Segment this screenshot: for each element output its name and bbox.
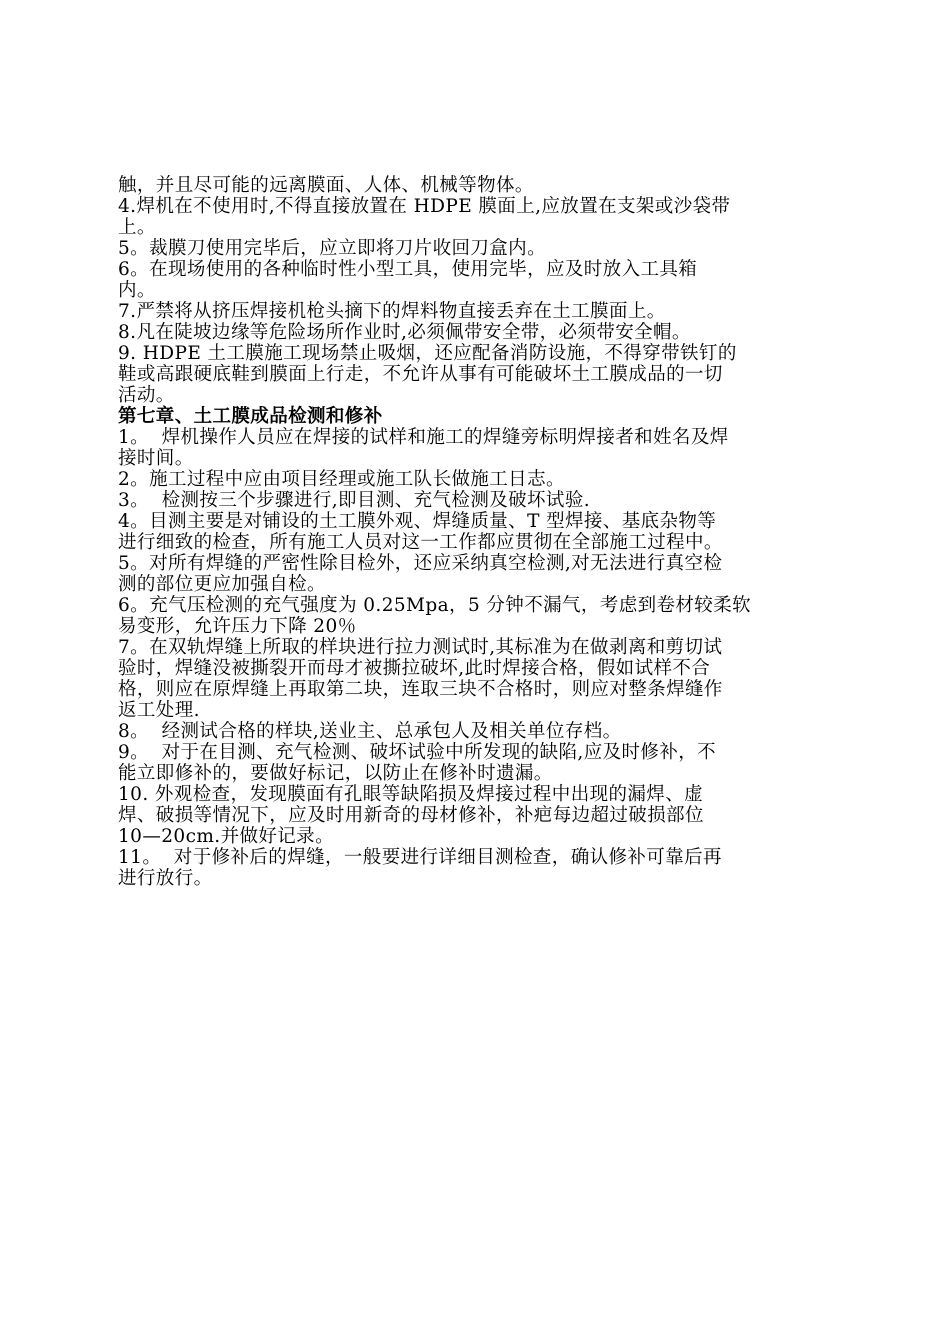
text-line: 活动。 [118, 385, 175, 406]
text-line: 6。在现场使用的各种临时性小型工具，使用完毕，应及时放入工具箱 [118, 259, 698, 280]
text-line: 进行放行。 [118, 868, 213, 889]
text-line: 焊、破损等情况下，应及时用新奇的母材修补，补疤每边超过破损部位 [118, 805, 704, 826]
text-line: 进行细致的检查，所有施工人员对这一工作都应贯彻在全部施工过程中。 [118, 532, 723, 553]
text-line: 10. 外观检查，发现膜面有孔眼等缺陷损及焊接过程中出现的漏焊、虚 [118, 784, 704, 805]
text-line: 9。 对于在目测、充气检测、破坏试验中所发现的缺陷,应及时修补，不 [118, 742, 717, 763]
text-line: 易变形，允许压力下降 20％ [118, 616, 357, 637]
text-line: 5。裁膜刀使用完毕后，应立即将刀片收回刀盒内。 [118, 238, 546, 259]
text-line: 验时，焊缝没被撕裂开而母才被撕拉破坏,此时焊接合格，假如试样不合 [118, 658, 711, 679]
text-line: 7。在双轨焊缝上所取的样块进行拉力测试时,其标准为在做剥离和剪切试 [118, 637, 723, 658]
text-line: 8。 经测试合格的样块,送业主、总承包人及相关单位存档。 [118, 721, 622, 742]
text-line: 测的部位更应加强自检。 [118, 574, 326, 595]
text-line: 内。 [118, 280, 156, 301]
text-line: 能立即修补的，要做好标记，以防止在修补时遗漏。 [118, 763, 553, 784]
text-line: 触，并且尽可能的远离膜面、人体、机械等物体。 [118, 175, 534, 196]
text-line: 格，则应在原焊缝上再取第二块，连取三块不合格时，则应对整条焊缝作 [118, 679, 723, 700]
text-line: 返工处理. [118, 700, 200, 721]
text-line: 7.严禁将从挤压焊接机枪头摘下的焊料物直接丢弃在土工膜面上。 [118, 301, 666, 322]
document-body [118, 175, 838, 889]
text-line: 11。 对于修补后的焊缝，一般要进行详细目测检查，确认修补可靠后再 [118, 847, 722, 868]
text-line: 4。目测主要是对铺设的土工膜外观、焊缝质量、T 型焊接、基底杂物等 [118, 511, 717, 532]
text-line: 上。 [118, 217, 156, 238]
text-line: 8.凡在陡坡边缘等危险场所作业时,必须佩带安全带，必须带安全帽。 [118, 322, 691, 343]
text-line: 4.焊机在不使用时,不得直接放置在 HDPE 膜面上,应放置在支架或沙袋带 [118, 196, 731, 217]
text-line: 2。施工过程中应由项目经理或施工队长做施工日志。 [118, 469, 565, 490]
text-line: 1。 焊机操作人员应在焊接的试样和施工的焊缝旁标明焊接者和姓名及焊 [118, 427, 729, 448]
text-line: 5。对所有焊缝的严密性除目检外，还应采纳真空检测,对无法进行真空检 [118, 553, 723, 574]
text-line: 10—20cm.并做好记录。 [118, 826, 334, 847]
text-line: 3。 检测按三个步骤进行,即目测、充气检测及破坏试验. [118, 490, 590, 511]
chapter-heading: 第七章、土工膜成品检测和修补 [118, 406, 383, 427]
text-line: 鞋或高跟硬底鞋到膜面上行走，不允许从事有可能破坏土工膜成品的一切 [118, 364, 723, 385]
text-line: 6。充气压检测的充气强度为 0.25Mpa，5 分钟不漏气，考虑到卷材较柔软 [118, 595, 752, 616]
text-line: 接时间。 [118, 448, 194, 469]
text-line: 9. HDPE 土工膜施工现场禁止吸烟，还应配备消防设施，不得穿带铁钉的 [118, 343, 737, 364]
